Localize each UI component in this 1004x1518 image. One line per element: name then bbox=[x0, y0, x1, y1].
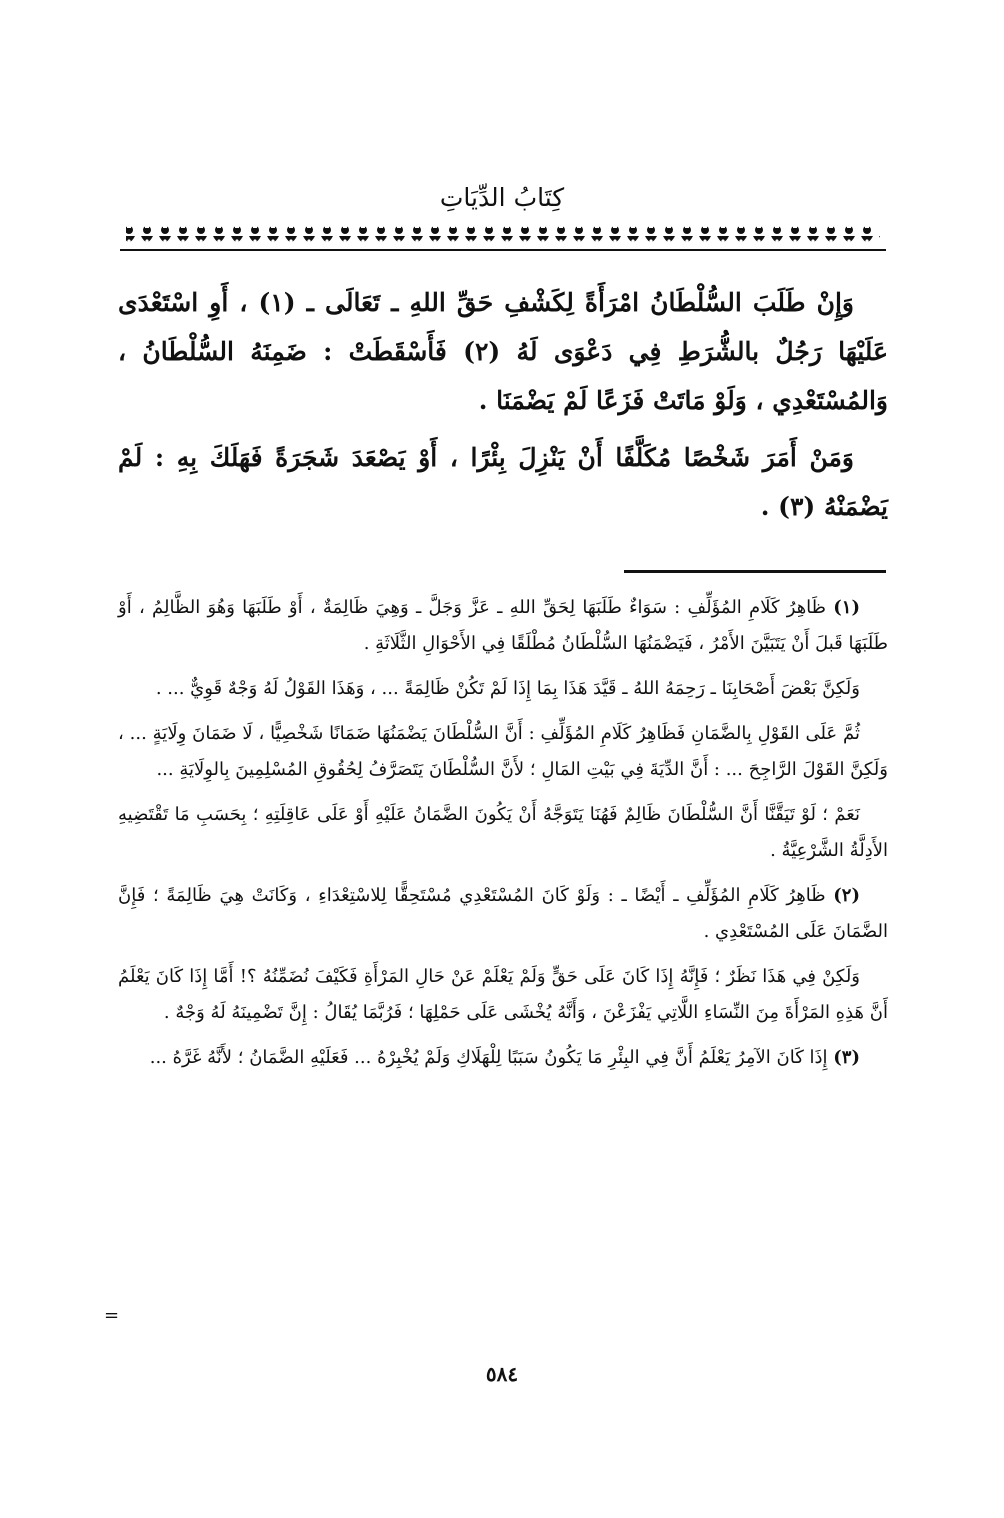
footnote-text: ظَاهِرُ كَلَامِ المُؤَلِّفِ ـ أَيْضًا ـ : وَلَوْ كَانَ المُسْتَعْدِي مُسْتَحِقًّا لِلاسْتِعْدَاءِ ، وَكَانَتْ هِيَ ظَالِمَةً ؛ فَإِنَّ الضَّمَانَ عَلَى المُسْتَعْدِي . bbox=[118, 885, 888, 942]
footnote bbox=[118, 797, 888, 869]
footnote-text: ثُمَّ عَلَى القَوْلِ بِالضَّمَانِ فَظَاهِرُ كَلَامِ المُؤَلِّفِ : أَنَّ السُّلْطَانَ يَضْمَنُهَا ضَمَانًا شَخْصِيًّا ، لَا ضَمَانَ وِلَايَةٍ ... ، وَلَكِنَّ القَوْلَ الرَّاجِحَ ... : أَنَّ الدِّيَةَ فِي بَيْتِ المَالِ ؛ لأَنَّ السُّلْطَانَ يَتَصَرَّفُ لِحُقُوقِ المُسْلِمِينَ بِالوِلَايَةِ ... bbox=[118, 723, 888, 780]
footnote-text: ظَاهِرُ كَلَامِ المُؤَلِّفِ : سَوَاءٌ طَلَبَهَا لِحَقِّ اللهِ ـ عَزَّ وَجَلَّ ـ وَهِيَ ظَالِمَةٌ ، أَوْ طَلَبَهَا وَهُوَ الظَّالِمُ ، أَوْ طَلَبَهَا قَبلَ أَنْ يَتَبَيَّنَ الأَمْرُ ، فَيَضْمَنُهَا السُّلْطَانُ مُطْلَقًا فِي الأَحْوَالِ الثَّلَاثَةِ . bbox=[118, 597, 888, 654]
footnote-text: إِذَا كَانَ الآمِرُ يَعْلَمُ أَنَّ فِي البِئْرِ مَا يَكُونُ سَبَبًا لِلْهَلَاكِ وَلَمْ يُخْبِرْهُ ... فَعَلَيْهِ الضَّمَانُ ؛ لأَنَّهُ غَرَّهُ ... bbox=[149, 1047, 828, 1068]
footnote-number: (٣) bbox=[833, 1047, 860, 1068]
footnote bbox=[118, 959, 888, 1031]
footnote-separator bbox=[624, 570, 886, 573]
ornament-border-icon bbox=[120, 222, 886, 252]
footnote bbox=[118, 878, 888, 950]
footnote bbox=[118, 590, 888, 662]
main-paragraph: وَإِنْ طَلَبَ السُّلْطَانُ امْرَأَةً لِكَشْفِ حَقِّ اللهِ ـ تَعَالَى ـ (١) ، أَوِ اسْتَعْدَى عَلَيْهَا رَجُلٌ بالشُّرَطِ فِي دَعْوَى لَهُ (٢) فَأَسْقَطَتْ : ضَمِنَهُ السُّلْطَانُ ، وَالمُسْتَعْدِي ، وَلَوْ مَاتَتْ فَزَعًا لَمْ يَضْمَنَا . bbox=[118, 288, 888, 415]
footnote-number: (١) bbox=[833, 597, 860, 618]
footnote bbox=[118, 716, 888, 788]
main-paragraph: وَمَنْ أَمَرَ شَخْصًا مُكَلَّفًا أَنْ يَنْزِلَ بِئْرًا ، أَوْ يَصْعَدَ شَجَرَةً فَهَلَكَ بِهِ : لَمْ يَضْمَنْهُ (٣) . bbox=[118, 443, 888, 521]
footnote-number: (٢) bbox=[833, 885, 860, 906]
footnote bbox=[118, 671, 888, 707]
running-title: كِتَابُ الدِّيَاتِ bbox=[439, 183, 565, 212]
continuation-mark: = bbox=[104, 1305, 120, 1326]
footnotes bbox=[118, 590, 888, 1085]
main-text bbox=[118, 278, 888, 539]
page-number: ٥٨٤ bbox=[485, 1362, 519, 1386]
footnote-text: وَلَكِنْ فِي هَذَا نَظَرٌ ؛ فَإِنَّهُ إِذَا كَانَ عَلَى حَقٍّ وَلَمْ يَعْلَمْ عَنْ حَالِ المَرْأَةِ فَكَيْفَ نُضَمِّنُهُ ؟! أَمَّا إِذَا كَانَ يَعْلَمُ أَنَّ هَذِهِ المَرْأَةَ مِنَ النِّسَاءِ اللَّاتِي يَفْزَعْنَ ، وَأَنَّهُ يُخْشَى عَلَى حَمْلِهَا ؛ فَرُبَّمَا يُقَالُ : إِنَّ تَضْمِينَهُ لَهُ وَجْهٌ . bbox=[118, 966, 888, 1023]
footnote-text: وَلَكِنَّ بَعْضَ أَصْحَابِنَا ـ رَحِمَهُ اللهُ ـ قَيَّدَ هَذَا بِمَا إِذَا لَمْ تَكُنْ ظَالِمَةً ... ، وَهَذَا القَوْلُ لَهُ وَجْهٌ قَوِيٌّ ... . bbox=[155, 678, 860, 699]
footnote bbox=[118, 1040, 888, 1076]
footnote-text: نَعَمْ ؛ لَوْ تَيَقَّنَّا أَنَّ السُّلْطَانَ ظَالِمٌ فَهُنَا يَتَوَجَّهُ أَنْ يَكُونَ الضَّمَانُ عَلَيْهِ أَوْ عَلَى عَاقِلَتِهِ ؛ بِحَسَبِ مَا تَقْتَضِيهِ الأَدِلَّةُ الشَّرْعِيَّةُ . bbox=[118, 804, 888, 861]
